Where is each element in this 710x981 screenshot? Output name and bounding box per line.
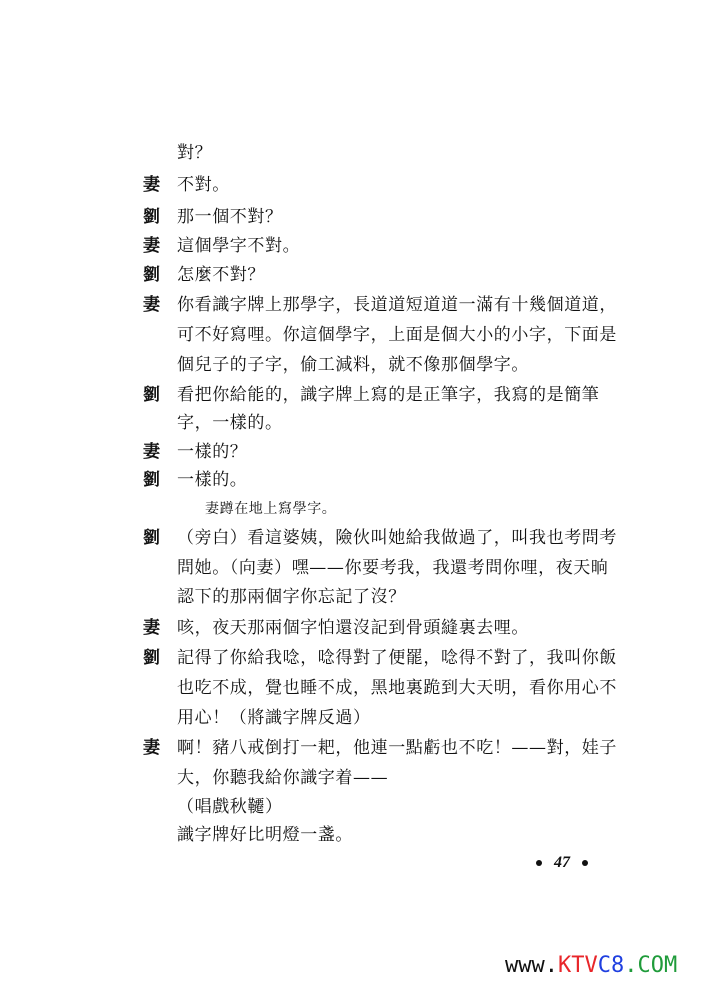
speaker-name: 妻	[143, 236, 160, 256]
speaker-name: 妻	[143, 738, 160, 758]
line-text: 也吃不成，覺也睡不成，黑地裏跪到大天明，看你用心不	[177, 678, 617, 698]
dialogue-line	[0, 584, 710, 610]
bullet-icon	[582, 860, 588, 866]
line-text: 那一個不對？	[177, 207, 283, 227]
line-text: 可不好寫哩。你這個學字，上面是個大小的小字，下面是	[177, 325, 617, 345]
line-text: 字，一樣的。	[177, 413, 283, 433]
dialogue-line	[0, 322, 710, 348]
dialogue-line	[0, 675, 710, 701]
dialogue-line	[0, 525, 710, 551]
watermark-c8: C8	[597, 953, 625, 978]
line-text: 看把你給能的，識字牌上寫的是正筆字，我寫的是簡筆	[177, 385, 600, 405]
line-text: （唱戲秋韆）	[177, 797, 283, 817]
line-text: 啊！豬八戒倒打一耙，他連一點虧也不吃！——對，娃子	[177, 738, 617, 758]
line-text: 咳，夜天那兩個字怕還沒記到骨頭縫裏去哩。	[177, 618, 529, 638]
line-text: （旁白）看這婆姨，險伙叫她給我做過了，叫我也考問考	[177, 528, 617, 548]
page-number-text: 47	[554, 854, 570, 871]
line-text: 問她。（向妻）嘿——你要考我，我還考問你哩，夜天晌	[177, 558, 609, 578]
watermark-com: .COM	[624, 953, 678, 978]
line-text: 個兒子的子字，偷工減料，就不像那個學字。	[177, 355, 529, 375]
dialogue-line	[0, 705, 710, 731]
speaker-name: 劉	[143, 528, 160, 548]
dialogue-line	[0, 615, 710, 641]
watermark-www: www.	[505, 953, 558, 978]
dialogue-line	[0, 140, 710, 166]
line-text: 一樣的？	[177, 442, 248, 462]
line-text: 對？	[177, 143, 213, 163]
line-text: 大，你聽我給你識字着——	[177, 768, 389, 788]
dialogue-line	[0, 352, 710, 378]
dialogue-line	[0, 735, 710, 761]
line-text: 認下的那兩個字你忘記了沒？	[177, 587, 406, 607]
line-text: 不對。	[177, 175, 230, 195]
line-text: 這個學字不對。	[177, 236, 301, 256]
line-text: 識字牌好比明燈一盞。	[177, 825, 353, 845]
line-text: 記得了你給我唸，唸得對了便罷，唸得不對了，我叫你飯	[177, 648, 617, 668]
dialogue-line	[0, 467, 710, 493]
dialogue-line	[0, 382, 710, 408]
line-text: 怎麼不對？	[177, 265, 265, 285]
speaker-name: 劉	[143, 385, 160, 405]
site-watermark	[505, 954, 677, 978]
line-text: 用心！（將識字牌反過）	[177, 708, 371, 728]
speaker-name: 劉	[143, 207, 160, 227]
line-text: 妻蹲在地上寫學字。	[205, 501, 337, 517]
speaker-name: 劉	[143, 265, 160, 285]
song-line	[0, 794, 710, 820]
dialogue-line	[0, 439, 710, 465]
page-number	[524, 854, 600, 872]
song-line	[0, 822, 710, 848]
line-text: 你看識字牌上那學字，長道道短道道一滿有十幾個道道，	[177, 295, 617, 315]
dialogue-line	[0, 233, 710, 259]
dialogue-line	[0, 555, 710, 581]
speaker-name: 劉	[143, 648, 160, 668]
speaker-name: 妻	[143, 618, 160, 638]
dialogue-line	[0, 262, 710, 288]
line-text: 一樣的。	[177, 470, 248, 490]
dialogue-line	[0, 172, 710, 198]
bullet-icon	[536, 860, 542, 866]
speaker-name: 劉	[143, 470, 160, 490]
dialogue-line	[0, 410, 710, 436]
speaker-name: 妻	[143, 295, 160, 315]
speaker-name: 妻	[143, 442, 160, 462]
watermark-ktv: KTV	[557, 953, 598, 978]
dialogue-line	[0, 204, 710, 230]
dialogue-line	[0, 645, 710, 671]
dialogue-line	[0, 292, 710, 318]
speaker-name: 妻	[143, 175, 160, 195]
stage-direction	[0, 496, 710, 522]
dialogue-line	[0, 765, 710, 791]
